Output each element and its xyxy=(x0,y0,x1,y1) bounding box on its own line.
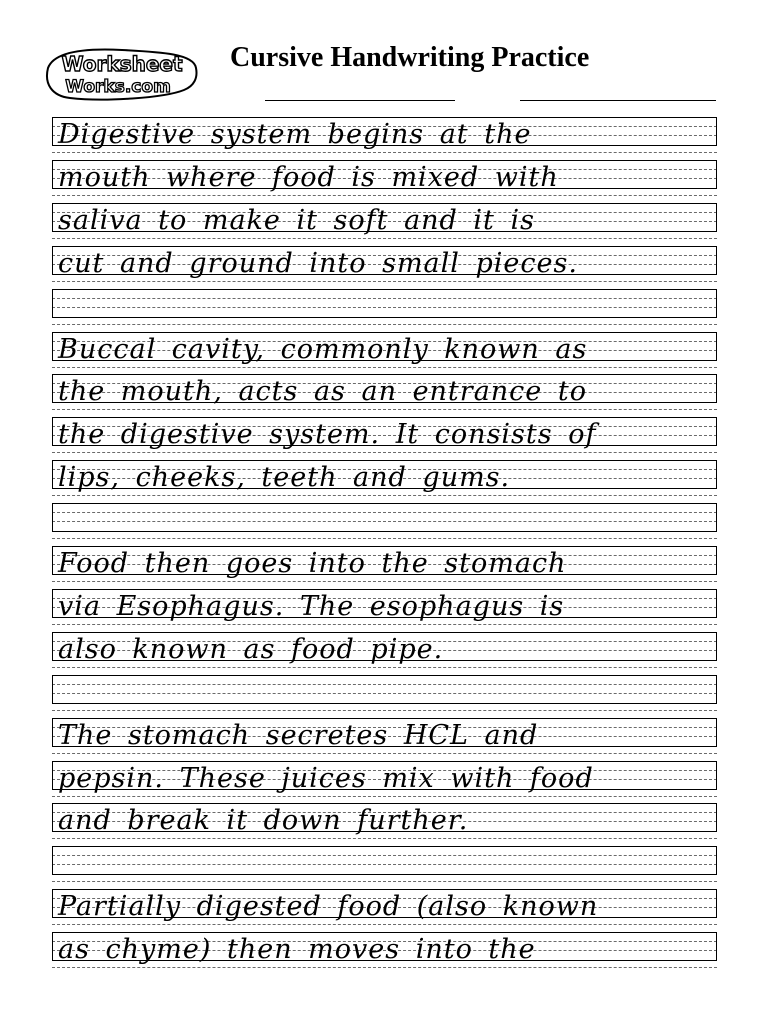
margin-line xyxy=(52,846,53,875)
guide-line xyxy=(52,718,717,719)
cursive-line: saliva to make it soft and it is xyxy=(58,204,535,236)
handwriting-row xyxy=(52,803,717,839)
margin-line xyxy=(52,632,53,661)
margin-line xyxy=(716,203,717,232)
margin-line xyxy=(52,374,53,403)
margin-line xyxy=(716,160,717,189)
guide-line xyxy=(52,117,717,118)
margin-line xyxy=(716,546,717,575)
margin-line xyxy=(52,761,53,790)
guide-line xyxy=(52,703,717,704)
cursive-line: and break it down further. xyxy=(58,805,469,837)
guide-line xyxy=(52,874,717,875)
logo-text-2: Works.com xyxy=(65,77,171,97)
margin-line xyxy=(52,117,53,146)
handwriting-row xyxy=(52,589,717,625)
date-blank[interactable] xyxy=(520,100,716,101)
margin-line xyxy=(716,503,717,532)
guide-line xyxy=(52,460,717,461)
guide-line xyxy=(52,417,717,418)
guide-line xyxy=(52,246,717,247)
guide-line xyxy=(52,675,717,676)
handwriting-row xyxy=(52,289,717,325)
margin-line xyxy=(52,289,53,318)
page-title: Cursive Handwriting Practice xyxy=(230,42,590,73)
margin-line xyxy=(716,932,717,961)
cursive-line: the mouth, acts as an entrance to xyxy=(58,376,587,408)
margin-line xyxy=(52,332,53,361)
handwriting-row xyxy=(52,117,717,153)
guide-line xyxy=(52,667,717,668)
margin-line xyxy=(52,417,53,446)
margin-line xyxy=(52,718,53,747)
cursive-line: cut and ground into small pieces. xyxy=(58,247,578,279)
margin-line xyxy=(52,246,53,275)
guide-line xyxy=(52,367,717,368)
margin-line xyxy=(52,460,53,489)
worksheetworks-logo xyxy=(44,46,200,104)
handwriting-row xyxy=(52,246,717,282)
guide-line xyxy=(52,589,717,590)
guide-line xyxy=(52,761,717,762)
cursive-line: Partially digested food (also known xyxy=(58,891,599,923)
guide-line xyxy=(52,281,717,282)
guide-line xyxy=(52,317,717,318)
guide-line xyxy=(52,932,717,933)
guide-line xyxy=(52,512,717,513)
guide-line xyxy=(52,152,717,153)
cursive-line: the digestive system. It consists of xyxy=(58,419,597,451)
guide-line xyxy=(52,238,717,239)
handwriting-row xyxy=(52,718,717,754)
margin-line xyxy=(716,417,717,446)
margin-line xyxy=(52,546,53,575)
handwriting-row xyxy=(52,417,717,453)
handwriting-row xyxy=(52,632,717,668)
margin-line xyxy=(716,289,717,318)
handwriting-row xyxy=(52,203,717,239)
handwriting-row xyxy=(52,332,717,368)
cursive-line: pepsin. These juices mix with food xyxy=(58,762,594,794)
margin-line xyxy=(52,803,53,832)
guide-line xyxy=(52,195,717,196)
guide-line xyxy=(52,521,717,522)
guide-line xyxy=(52,632,717,633)
margin-line xyxy=(716,460,717,489)
guide-line xyxy=(52,864,717,865)
guide-line xyxy=(52,710,717,711)
guide-line xyxy=(52,374,717,375)
guide-line xyxy=(52,531,717,532)
guide-line xyxy=(52,324,717,325)
guide-line xyxy=(52,503,717,504)
margin-line xyxy=(716,332,717,361)
guide-line xyxy=(52,546,717,547)
margin-line xyxy=(716,246,717,275)
guide-line xyxy=(52,495,717,496)
margin-line xyxy=(716,803,717,832)
guide-line xyxy=(52,881,717,882)
cursive-line: via Esophagus. The esophagus is xyxy=(58,590,565,622)
handwriting-row xyxy=(52,374,717,410)
guide-line xyxy=(52,624,717,625)
guide-line xyxy=(52,452,717,453)
guide-line xyxy=(52,203,717,204)
cursive-line: lips, cheeks, teeth and gums. xyxy=(58,462,511,494)
guide-line xyxy=(52,803,717,804)
margin-line xyxy=(52,675,53,704)
margin-line xyxy=(52,203,53,232)
margin-line xyxy=(716,761,717,790)
guide-line xyxy=(52,298,717,299)
guide-line xyxy=(52,693,717,694)
cursive-line: mouth where food is mixed with xyxy=(58,161,559,193)
guide-line xyxy=(52,684,717,685)
margin-line xyxy=(716,846,717,875)
guide-line xyxy=(52,289,717,290)
guide-line xyxy=(52,924,717,925)
margin-line xyxy=(716,374,717,403)
margin-line xyxy=(716,718,717,747)
handwriting-row xyxy=(52,460,717,496)
guide-line xyxy=(52,753,717,754)
handwriting-row xyxy=(52,932,717,968)
guide-line xyxy=(52,160,717,161)
cursive-line: also known as food pipe. xyxy=(58,633,444,665)
margin-line xyxy=(52,932,53,961)
handwriting-row xyxy=(52,761,717,797)
handwriting-row xyxy=(52,675,717,711)
logo-text-1: Worksheet xyxy=(61,52,183,76)
margin-line xyxy=(716,632,717,661)
guide-line xyxy=(52,838,717,839)
guide-line xyxy=(52,538,717,539)
margin-line xyxy=(52,589,53,618)
margin-line xyxy=(52,503,53,532)
cursive-line: Food then goes into the stomach xyxy=(58,548,567,579)
handwriting-row xyxy=(52,546,717,582)
cursive-line: Buccal cavity, commonly known as xyxy=(58,333,588,365)
guide-line xyxy=(52,307,717,308)
margin-line xyxy=(52,889,53,918)
cursive-line: as chyme) then moves into the xyxy=(58,934,536,966)
handwriting-row xyxy=(52,160,717,196)
guide-line xyxy=(52,889,717,890)
guide-line xyxy=(52,855,717,856)
guide-line xyxy=(52,409,717,410)
cursive-line: Digestive system begins at the xyxy=(58,119,532,150)
margin-line xyxy=(716,117,717,146)
margin-line xyxy=(716,589,717,618)
cursive-line: The stomach secretes HCL and xyxy=(58,719,539,751)
margin-line xyxy=(716,889,717,918)
guide-line xyxy=(52,967,717,968)
margin-line xyxy=(52,160,53,189)
name-blank[interactable] xyxy=(265,100,455,101)
handwriting-row xyxy=(52,503,717,539)
guide-line xyxy=(52,581,717,582)
guide-line xyxy=(52,796,717,797)
handwriting-row xyxy=(52,846,717,882)
margin-line xyxy=(716,675,717,704)
guide-line xyxy=(52,332,717,333)
handwriting-row xyxy=(52,889,717,925)
guide-line xyxy=(52,846,717,847)
